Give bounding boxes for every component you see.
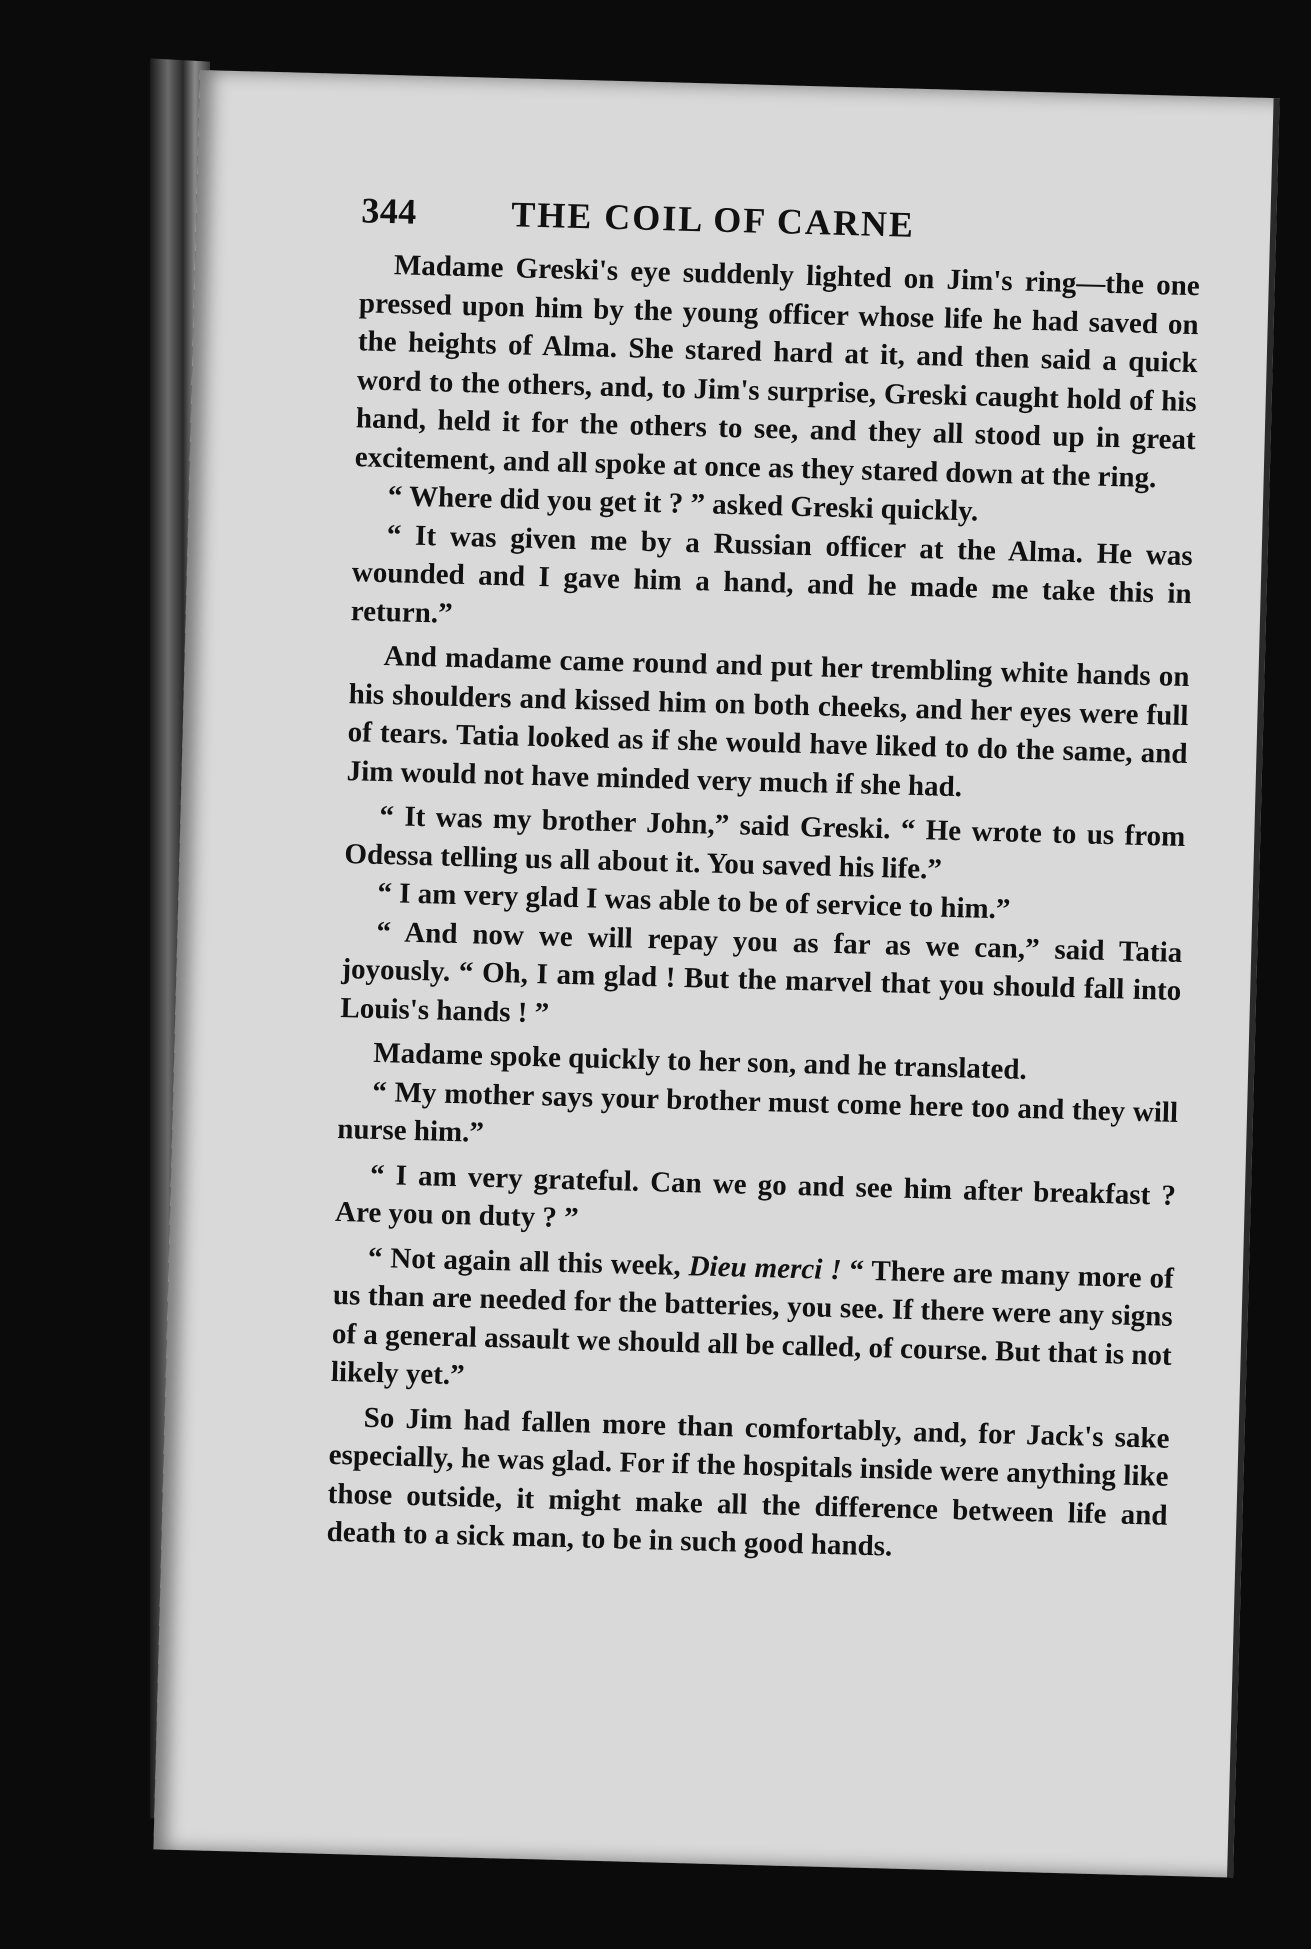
paragraph-3: “ It was given me by a Russian officer at the Alma. He was wounded and I gave him a hand, and he made me take this in return.” (350, 518, 1194, 630)
paragraph-9: “ My mother says your brother must come here too and they will nurse him.” (336, 1075, 1179, 1149)
page-edge (1227, 98, 1280, 1878)
paragraph-11-rest: “ There are many more of us than are needed for the batteries, you see. If there were any signs of a general assault we should all be called, of course. But that is not likely yet.” (330, 1253, 1175, 1392)
paragraph-10: “ I am very grateful. Can we go and see him after breakfast ? Are you on duty ? ” (334, 1158, 1177, 1235)
page-header (361, 189, 1202, 253)
paragraph-2: “ Where did you get it ? ” asked Greski quickly. (387, 480, 979, 528)
page-number: 344 (360, 190, 418, 232)
book-page (153, 70, 1279, 1878)
paragraph-11-open: “ Not again all this week, (367, 1241, 690, 1282)
paragraph-11-italic: Dieu merci ! (688, 1249, 842, 1286)
paragraph-1: Madame Greski's eye suddenly lighted on Jim's ring—the one pressed upon him by the young officer whose life he had saved on the heights of Alma. She stared hard at it, and then said a quick word to the others, and, to Jim's surprise, Greski caught hold of his hand, held it for the others to see, and they all stood up in great excitement, and all spoke at once as they stared down at the ring. (354, 249, 1201, 494)
paragraph-6: “ I am very glad I was able to be of service to him.” (377, 876, 1011, 926)
paragraph-12: So Jim had fallen more than comfortably, and, for Jack's sake especially, he was glad. For if the hospitals inside were anything like those outside, it might make all the difference between life and death to a sick man, to be in such good hands. (326, 1401, 1170, 1563)
paragraph-8: Madame spoke quickly to her son, and he translated. (372, 1036, 1028, 1086)
paragraph-4: And madame came round and put her trembling white hands on his shoulders and kissed him on both cheeks, and her eyes were full of tears. Tatia looked as if she would have liked to do the same, and Jim would not have minded very much if she had. (346, 640, 1190, 803)
paragraph-7: “ And now we will repay you as far as we can,” said Tatia joyously. “ Oh, I am glad ! But the marvel that you should fall into Louis's hands ! ” (340, 915, 1183, 1029)
paragraph-11 (330, 1237, 1174, 1413)
running-title: THE COIL OF CARNE (510, 194, 916, 245)
paragraph-5: “ It was my brother John,” said Greski. “ He wrote to us from Odessa telling us all about it. You saved his life.” (344, 799, 1186, 886)
page-content (326, 189, 1201, 1573)
